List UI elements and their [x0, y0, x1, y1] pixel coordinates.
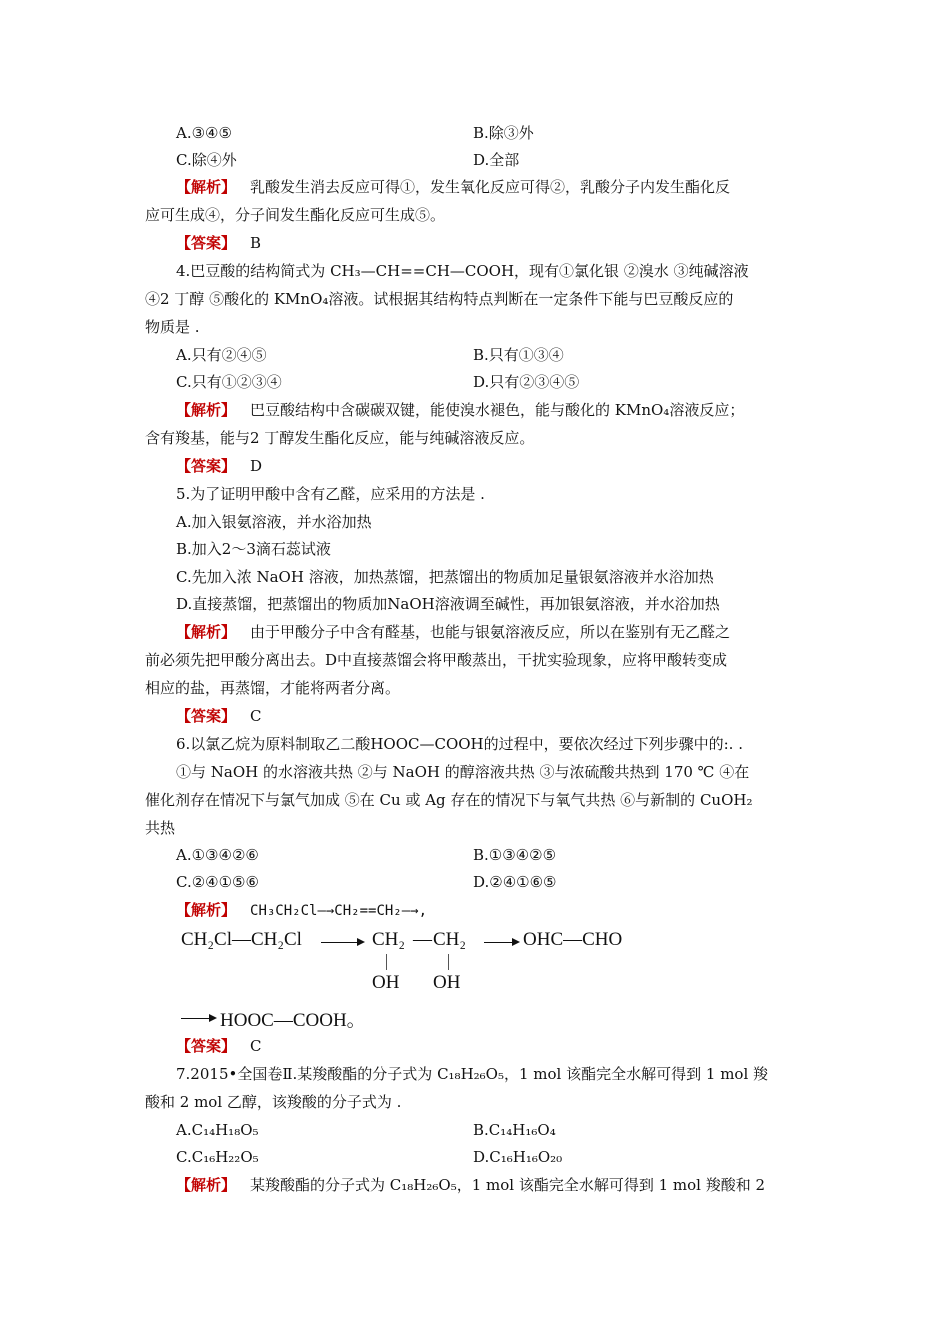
q5-stem: 5.为了证明甲酸中含有乙醛，应采用的方法是 . [176, 485, 485, 503]
q7-analysis-line-1: 【解析】 某羧酸酯的分子式为 C₁₈H₂₆O₅，1 mol 该酯完全水解可得到 1 mol 羧酸和 2 [176, 1176, 766, 1194]
analysis-tag: 【解析】 [176, 901, 237, 919]
q3-analysis-line-1: 【解析】 乳酸发生消去反应可得①，发生氧化反应可得②，乳酸分子内发生酯化反 [176, 178, 731, 196]
q5-option-b: B.加入2～3滴石蕊试液 [176, 540, 331, 558]
q7-stem-line-1: 7.2015•全国卷Ⅱ.某羧酸酯的分子式为 C₁₈H₂₆O₅，1 mol 该酯完全水解可得到 1 mol 羧 [176, 1065, 769, 1083]
q6-stem-line-2: ①与 NaOH 的水溶液共热 ②与 NaOH 的醇溶液共热 ③与浓硫酸共热到 170 ℃ ④在 [176, 763, 750, 781]
q3-analysis-line-2: 应可生成④，分子间发生酯化反应可生成⑤。 [145, 206, 446, 224]
reaction-arrow-1 [321, 942, 363, 943]
bond-line-2 [448, 954, 449, 970]
analysis-tag: 【解析】 [176, 401, 237, 419]
q6-option-d: D.②④①⑥⑤ [473, 873, 557, 891]
q4-stem-line-1: 4.巴豆酸的结构简式为 CH₃—CH==CH—COOH，现有①氯化银 ②溴水 ③纯碱溶液 [176, 262, 749, 280]
q4-answer: 【答案】 D [176, 457, 263, 475]
q5-analysis-line-2: 前必须先把甲酸分离出去。D中直接蒸馏会将甲酸蒸出，干扰实验现象，应将甲酸转变成 [145, 651, 728, 669]
q5-option-d: D.直接蒸馏，把蒸馏出的物质加NaOH溶液调至碱性，再加银氨溶液，并水浴加热 [176, 595, 720, 613]
q5-analysis-line-3: 相应的盐，再蒸馏，才能将两者分离。 [145, 679, 401, 697]
dichloroethane-formula: CH₂Cl—CH₂Cl [181, 929, 302, 950]
glycol-carbon-1: CH₂ [372, 929, 406, 950]
analysis-tag: 【解析】 [176, 623, 237, 641]
bond-line-1 [386, 954, 387, 970]
glycol-bond: — [413, 929, 432, 950]
q4-option-a: A.只有②④⑤ [176, 346, 267, 364]
oxalic-acid-formula: HOOC—COOH。 [220, 1010, 366, 1031]
hydroxyl-1: OH [372, 972, 400, 993]
q6-option-a: A.①③④②⑥ [176, 846, 259, 864]
q3-option-d: D.全部 [473, 151, 520, 169]
analysis-tag: 【解析】 [176, 178, 237, 196]
hydroxyl-2: OH [433, 972, 461, 993]
q4-stem-line-3: 物质是 . [145, 318, 200, 336]
q5-option-a: A.加入银氨溶液，并水浴加热 [176, 513, 372, 531]
q4-option-d: D.只有②③④⑤ [473, 373, 580, 391]
q6-stem-line-1: 6.以氯乙烷为原料制取乙二酸HOOC—COOH的过程中，要依次经过下列步骤中的:. . [176, 735, 743, 753]
q6-option-c: C.②④①⑤⑥ [176, 873, 259, 891]
reaction-arrow-2 [484, 942, 518, 943]
q6-analysis-line-1: 【解析】 CH₃CH₂Cl—→CH₂==CH₂—→, [176, 901, 428, 919]
q5-analysis-line-1: 【解析】 由于甲酸分子中含有醛基，也能与银氨溶液反应，所以在鉴别有无乙醛之 [176, 623, 731, 641]
q7-stem-line-2: 酸和 2 mol 乙醇，该羧酸的分子式为 . [145, 1093, 402, 1111]
reaction-arrow-3 [181, 1018, 215, 1019]
q7-option-d: D.C₁₆H₁₆O₂₀ [473, 1148, 563, 1166]
q6-option-b: B.①③④②⑤ [473, 846, 557, 864]
answer-tag: 【答案】 [176, 234, 237, 252]
q3-option-c: C.除④外 [176, 151, 237, 169]
q3-option-a: A.③④⑤ [176, 124, 232, 142]
q7-option-a: A.C₁₄H₁₈O₅ [176, 1121, 259, 1139]
glyoxal-formula: OHC—CHO [523, 929, 623, 950]
q6-stem-line-4: 共热 [145, 819, 176, 837]
q4-stem-line-2: ④2 丁醇 ⑤酸化的 KMnO₄溶液。试根据其结构特点判断在一定条件下能与巴豆酸反应的 [145, 290, 734, 308]
q7-option-b: B.C₁₄H₁₆O₄ [473, 1121, 556, 1139]
q3-option-b: B.除③外 [473, 124, 534, 142]
glycol-carbon-2: CH₂ [433, 929, 467, 950]
q6-stem-line-3: 催化剂存在情况下与氯气加成 ⑤在 Cu 或 Ag 存在的情况下与氧气共热 ⑥与新制的 CuOH₂ [145, 791, 753, 809]
answer-tag: 【答案】 [176, 457, 237, 475]
q4-analysis-line-1: 【解析】 巴豆酸结构中含碳碳双键，能使溴水褪色，能与酸化的 KMnO₄溶液反应； [176, 401, 745, 419]
answer-tag: 【答案】 [176, 707, 237, 725]
q4-option-b: B.只有①③④ [473, 346, 564, 364]
analysis-tag: 【解析】 [176, 1176, 237, 1194]
q3-answer: 【答案】 B [176, 234, 262, 252]
q7-option-c: C.C₁₆H₂₂O₅ [176, 1148, 259, 1166]
q4-option-c: C.只有①②③④ [176, 373, 282, 391]
q6-answer: 【答案】 C [176, 1037, 262, 1055]
answer-tag: 【答案】 [176, 1037, 237, 1055]
q5-option-c: C.先加入浓 NaOH 溶液，加热蒸馏，把蒸馏出的物质加足量银氨溶液并水浴加热 [176, 568, 714, 586]
q4-analysis-line-2: 含有羧基，能与2 丁醇发生酯化反应，能与纯碱溶液反应。 [145, 429, 535, 447]
q5-answer: 【答案】 C [176, 707, 262, 725]
